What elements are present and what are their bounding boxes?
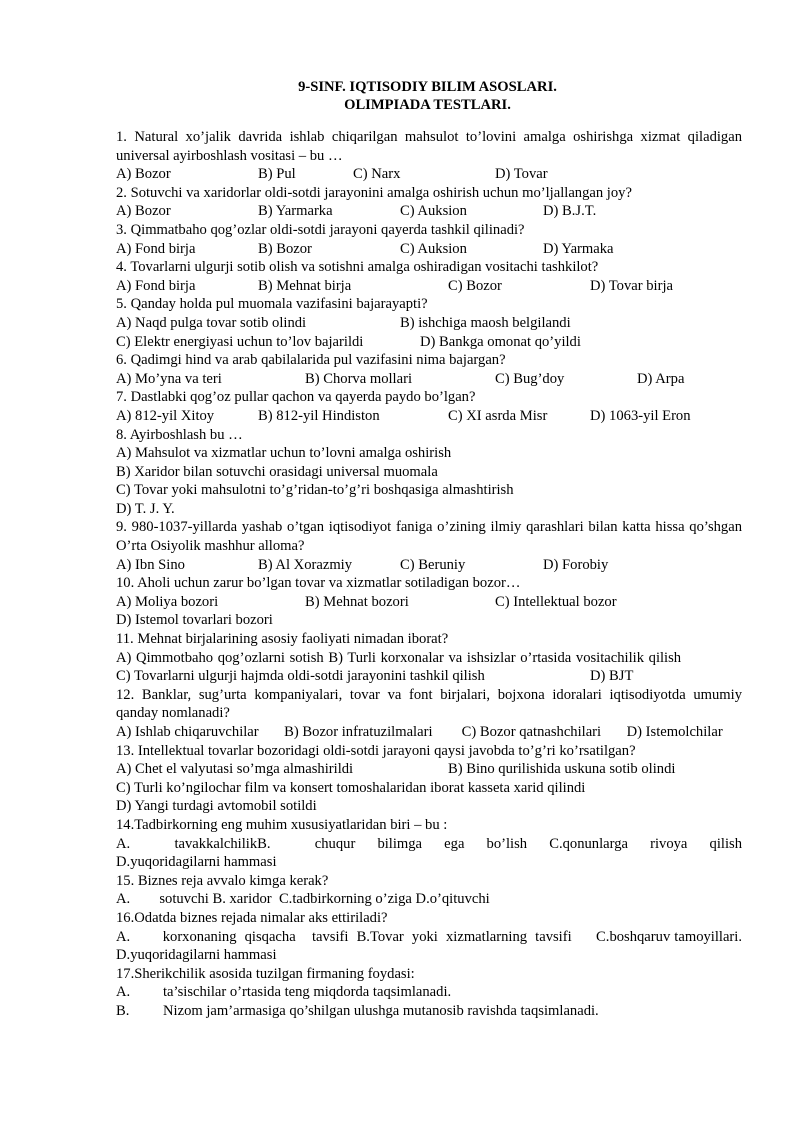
options-2 bbox=[116, 202, 742, 221]
question-7: 7. Dastlabki qog’oz pullar qachon va qayerda paydo bo’lgan? bbox=[116, 389, 476, 406]
option-a: A) Bozor bbox=[116, 166, 171, 183]
option-a: A) Moliya bozori bbox=[116, 593, 219, 610]
option-d: D) 1063-yil Eron bbox=[590, 407, 691, 424]
question-14: 14.Tadbirkorning eng muhim xususiyatlaridan biri – bu : bbox=[116, 816, 448, 833]
option-d: D) BJT bbox=[590, 668, 634, 685]
option-a: A) Mahsulot va xizmatlar uchun to’lovni amalga oshirish bbox=[116, 445, 452, 462]
option-b: B) ishchiga maosh belgilandi bbox=[400, 314, 571, 331]
option-a: A) Chet el valyutasi so’mga almashirildi bbox=[116, 761, 354, 778]
answer-label: B. bbox=[116, 1002, 130, 1019]
options-13a bbox=[116, 760, 742, 779]
question-5: 5. Qanday holda pul muomala vazifasini bajarayapti? bbox=[116, 296, 428, 313]
question-4: 4. Tovarlarni ulgurji sotib olish va sotishni amalga oshiradigan vositachi tashkilot? bbox=[116, 259, 599, 276]
option-c: C) Beruniy bbox=[400, 556, 466, 573]
option-b: B) 812-yil Hindiston bbox=[258, 407, 380, 424]
question-16: 16.Odatda biznes rejada nimalar aks ettiriladi? bbox=[116, 909, 388, 926]
options-7 bbox=[116, 407, 742, 426]
option-b: B) Pul bbox=[258, 166, 296, 183]
option-d: D) T. J. Y. bbox=[116, 500, 175, 517]
option-d: D) Arpa bbox=[637, 370, 685, 387]
question-17: 17.Sherikchilik asosida tuzilgan firmaning foydasi: bbox=[116, 965, 415, 982]
option-a: A) Bozor bbox=[116, 203, 171, 220]
question-2: 2. Sotuvchi va xaridorlar oldi-sotdi jarayonini amalga oshirish uchun mo’ljallangan joy? bbox=[116, 184, 632, 201]
option-a: A) 812-yil Xitoy bbox=[116, 407, 215, 424]
options-5a bbox=[116, 314, 742, 333]
option-c: C) Turli ko’ngilochar film va konsert tomoshalaridan iborat kasseta xarid qilindi bbox=[116, 779, 586, 796]
answer-text: ta’sischilar o’rtasida teng miqdorda taqsimlanadi. bbox=[163, 984, 452, 1001]
option-c: C) XI asrda Misr bbox=[448, 407, 548, 424]
option-a: A) Fond birja bbox=[116, 240, 196, 257]
options-11-cd bbox=[116, 667, 742, 686]
question-11: 11. Mehnat birjalarining asosiy faoliyati nimadan iborat? bbox=[116, 631, 449, 648]
answer-text: Nizom jam’armasiga qo’shilgan ulushga mutanosib ravishda taqsimlanadi. bbox=[163, 1002, 599, 1019]
option-a: A) Ibn Sino bbox=[116, 556, 185, 573]
option-d: D) Forobiy bbox=[543, 556, 609, 573]
question-12: 12. Banklar, sug’urta kompaniyalari, tovar va font birjalari, bojxona idoralari iqtisodiyotda umumiy qanday nomlanadi? bbox=[116, 686, 742, 722]
option-c: C) Tovar yoki mahsulotni to’g’ridan-to’g’ri boshqasiga almashtirish bbox=[116, 482, 514, 499]
option-c: C) Auksion bbox=[400, 203, 467, 220]
question-13: 13. Intellektual tovarlar bozoridagi oldi-sotdi jarayoni qaysi javobda to’g’ri ko’rsatilgan? bbox=[116, 742, 636, 759]
options-9 bbox=[116, 556, 742, 575]
options-12: A) Ishlab chiqaruvchilar B) Bozor infratuzilmalari C) Bozor qatnashchilari D) Istemolchilar bbox=[116, 724, 723, 740]
option-c: C) Tovarlarni ulgurji hajmda oldi-sotdi jarayonini tashkil qilish bbox=[116, 668, 485, 685]
option-d: D) Bankga omonat qo’yildi bbox=[420, 333, 581, 350]
option-c: C) Elektr energiyasi uchun to’lov bajarildi bbox=[116, 333, 364, 350]
option-b: B) Xaridor bilan sotuvchi orasidagi universal muomala bbox=[116, 463, 438, 480]
answer-label: A. bbox=[116, 984, 131, 1001]
option-d: D) B.J.T. bbox=[543, 203, 597, 220]
options-16: A. korxonaning qisqacha tavsifi B.Tovar yoki xizmatlarning tavsifi C.boshqaruv tamoyillari. D.yuqoridagilarni hammasi bbox=[116, 928, 750, 964]
question-3: 3. Qimmatbaho qog’ozlar oldi-sotdi jarayoni qayerda tashkil qilinadi? bbox=[116, 221, 525, 238]
options-15: A. sotuvchi B. xaridor C.tadbirkorning o’ziga D.o’qituvchi bbox=[116, 891, 490, 908]
options-1 bbox=[116, 165, 742, 184]
option-c: C) Intellektual bozor bbox=[495, 593, 617, 610]
option-a: A) Mo’yna va teri bbox=[116, 370, 222, 387]
options-14: A. tavakkalchilikB. chuqur bilimga ega bo’lish C.qonunlarga rivoya qilish D.yuqoridagilarni hammasi bbox=[116, 835, 746, 871]
options-6 bbox=[116, 370, 742, 389]
question-6: 6. Qadimgi hind va arab qabilalarida pul vazifasini nima bajargan? bbox=[116, 352, 506, 369]
option-d: D) Istemol tovarlari bozori bbox=[116, 612, 273, 629]
option-b: B) Al Xorazmiy bbox=[258, 556, 353, 573]
question-15: 15. Biznes reja avvalo kimga kerak? bbox=[116, 872, 329, 889]
option-b: B) Chorva mollari bbox=[305, 370, 413, 387]
option-b: B) Mehnat bozori bbox=[305, 593, 409, 610]
answer-item-a bbox=[116, 983, 742, 1002]
question-1: 1. Natural xo’jalik davrida ishlab chiqarilgan mahsulot to’lovini amalga oshirishga xizmat qiladigan universal ayirboshlash vositasi – bu … bbox=[116, 129, 742, 164]
options-3 bbox=[116, 240, 742, 259]
test-content bbox=[116, 128, 750, 1021]
options-5b bbox=[116, 333, 742, 352]
options-10 bbox=[116, 593, 742, 612]
options-11-ab: A) Qimmotbaho qog’ozlarni sotish B) Turli korxonalar va ishsizlar o’rtasida vositachilik qilish bbox=[116, 649, 682, 666]
option-c: C) Bozor bbox=[448, 277, 502, 294]
question-9: 9. 980-1037-yillarda yashab o’tgan iqtisodiyot faniga o’zining ilmiy qarashlari bilan katta hissa qo’shgan O’rta Osiyolik mashhur alloma? bbox=[116, 519, 742, 555]
document-title: 9-SINF. IQTISODIY BILIM ASOSLARI. bbox=[298, 79, 557, 95]
option-a: A) Fond birja bbox=[116, 277, 196, 294]
answer-item-b bbox=[116, 1002, 742, 1021]
option-d: D) Tovar birja bbox=[590, 277, 674, 294]
option-d: D) Yangi turdagi avtomobil sotildi bbox=[116, 798, 317, 815]
option-d: D) Yarmaka bbox=[543, 240, 614, 257]
options-4 bbox=[116, 277, 742, 296]
option-b: B) Mehnat birja bbox=[258, 277, 352, 294]
question-10: 10. Aholi uchun zarur bo’lgan tovar va xizmatlar sotiladigan bozor… bbox=[116, 575, 521, 592]
option-a: A) Naqd pulga tovar sotib olindi bbox=[116, 314, 307, 331]
option-c: C) Auksion bbox=[400, 240, 467, 257]
option-c: C) Narx bbox=[353, 166, 401, 183]
option-c: C) Bug’doy bbox=[495, 370, 565, 387]
document-subtitle: OLIMPIADA TESTLARI. bbox=[344, 97, 511, 113]
question-8: 8. Ayirboshlash bu … bbox=[116, 426, 243, 443]
option-d: D) Tovar bbox=[495, 166, 548, 183]
option-b: B) Yarmarka bbox=[258, 203, 333, 220]
option-b: B) Bino qurilishida uskuna sotib olindi bbox=[448, 761, 676, 778]
option-b: B) Bozor bbox=[258, 240, 312, 257]
